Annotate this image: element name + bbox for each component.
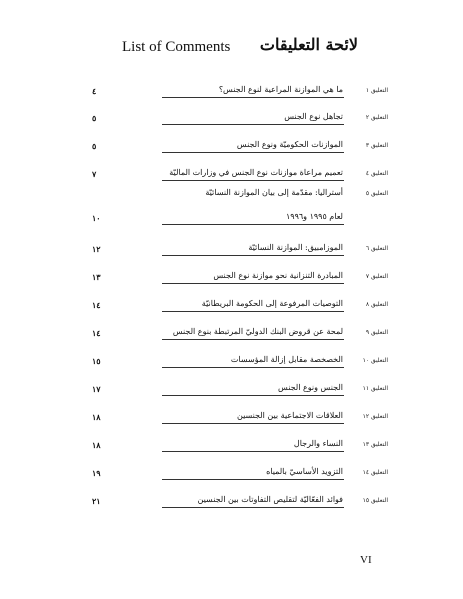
- comment-label: التعليق ١٣: [362, 441, 388, 448]
- page-number: ٥: [92, 113, 97, 123]
- list-item: [0, 318, 463, 340]
- list-item: [0, 262, 463, 284]
- comment-title: النساء والرجال: [293, 439, 343, 448]
- comment-label: التعليق ١٥: [362, 497, 388, 504]
- comment-title: المبادرة التنزانية نحو موازنة نوع الجنس: [213, 271, 343, 280]
- comment-title: التوصيات المرفوعة إلى الحكومة البريطانيّة: [201, 299, 343, 308]
- comment-title: الجنس ونوع الجنس: [278, 383, 343, 392]
- list-item: [0, 103, 463, 125]
- page-number: ١٤: [92, 328, 101, 338]
- divider: [162, 311, 344, 312]
- comment-title: الموازنات الحكوميّة ونوع الجنس: [236, 140, 343, 149]
- page-number: ١٣: [92, 272, 101, 282]
- divider: [162, 507, 344, 508]
- list-item: [0, 458, 463, 480]
- comment-label: التعليق ٥: [365, 190, 388, 197]
- list-item: [0, 188, 463, 225]
- page-number: ٤: [92, 86, 97, 96]
- list-item: [0, 374, 463, 396]
- comment-label: التعليق ٩: [365, 329, 388, 336]
- page-number: ١٨: [92, 412, 101, 422]
- divider: [162, 224, 344, 225]
- divider: [162, 367, 344, 368]
- list-item: [0, 131, 463, 153]
- page-title-arabic: لائحة التعليقات: [259, 35, 358, 54]
- comment-title: الموزامبيق: الموازنة النسائيّة: [248, 243, 343, 252]
- page-number: ٢١: [92, 496, 101, 506]
- list-item: [0, 76, 463, 98]
- list-item: [0, 159, 463, 181]
- comment-title: ما هي الموازنة المراعية لنوع الجنس؟: [218, 85, 343, 94]
- comment-title: التزويد الأساسيّ بالمياه: [266, 467, 343, 476]
- page-number: ١٧: [92, 384, 101, 394]
- comment-title: لمحة عن قروض البنك الدوليّ المرتبطة بنوع الجنس: [172, 327, 343, 336]
- comment-label: التعليق ١: [365, 87, 388, 94]
- comment-label: التعليق ١٠: [362, 357, 388, 364]
- list-item: [0, 290, 463, 312]
- comment-label: التعليق ٦: [365, 245, 388, 252]
- comment-label: التعليق ١٢: [362, 413, 388, 420]
- page-number: ١٢: [92, 244, 101, 254]
- list-item: [0, 486, 463, 508]
- comment-label: التعليق ٣: [365, 142, 388, 149]
- divider: [162, 479, 344, 480]
- divider: [162, 339, 344, 340]
- comment-title: أستراليا: مقدّمة إلى بيان الموازنة النسائيّة: [205, 188, 343, 197]
- divider: [162, 283, 344, 284]
- divider: [162, 395, 344, 396]
- divider: [162, 124, 344, 125]
- divider: [162, 423, 344, 424]
- page-number: ١٠: [92, 213, 101, 223]
- page-number: ١٤: [92, 300, 101, 310]
- comment-label: التعليق ٤: [365, 170, 388, 177]
- list-item: [0, 402, 463, 424]
- comment-title: تعميم مراعاة موازنات نوع الجنس في وزارات الماليّة: [169, 168, 343, 177]
- comment-label: التعليق ١١: [362, 385, 388, 392]
- page-number: ١٨: [92, 440, 101, 450]
- comment-label: التعليق ٨: [365, 301, 388, 308]
- divider: [162, 152, 344, 153]
- page-number: ٥: [92, 141, 97, 151]
- divider: [162, 451, 344, 452]
- page-number: ١٥: [92, 356, 101, 366]
- comment-title: العلاقات الاجتماعية بين الجنسين: [236, 411, 343, 420]
- comment-title-continued: لعام ١٩٩٥ و١٩٩٦: [285, 212, 343, 221]
- divider: [162, 180, 344, 181]
- divider: [162, 255, 344, 256]
- page-number: ١٩: [92, 468, 101, 478]
- list-item: [0, 234, 463, 256]
- comment-title: تجاهل نوع الجنس: [284, 112, 343, 121]
- comment-title: فوائد الفعّاليّة لتقليص التفاوتات بين الجنسين: [197, 495, 343, 504]
- list-item: [0, 430, 463, 452]
- comment-label: التعليق ٧: [365, 273, 388, 280]
- page-title-english: List of Comments: [122, 39, 231, 55]
- comment-label: التعليق ١٤: [362, 469, 388, 476]
- page-number-footer: VI: [360, 554, 372, 566]
- comment-title: الخصخصة مقابل إزالة المؤسسات: [230, 355, 343, 364]
- list-item: [0, 346, 463, 368]
- page-number: ٧: [92, 169, 97, 179]
- divider: [162, 97, 344, 98]
- comment-label: التعليق ٢: [365, 114, 388, 121]
